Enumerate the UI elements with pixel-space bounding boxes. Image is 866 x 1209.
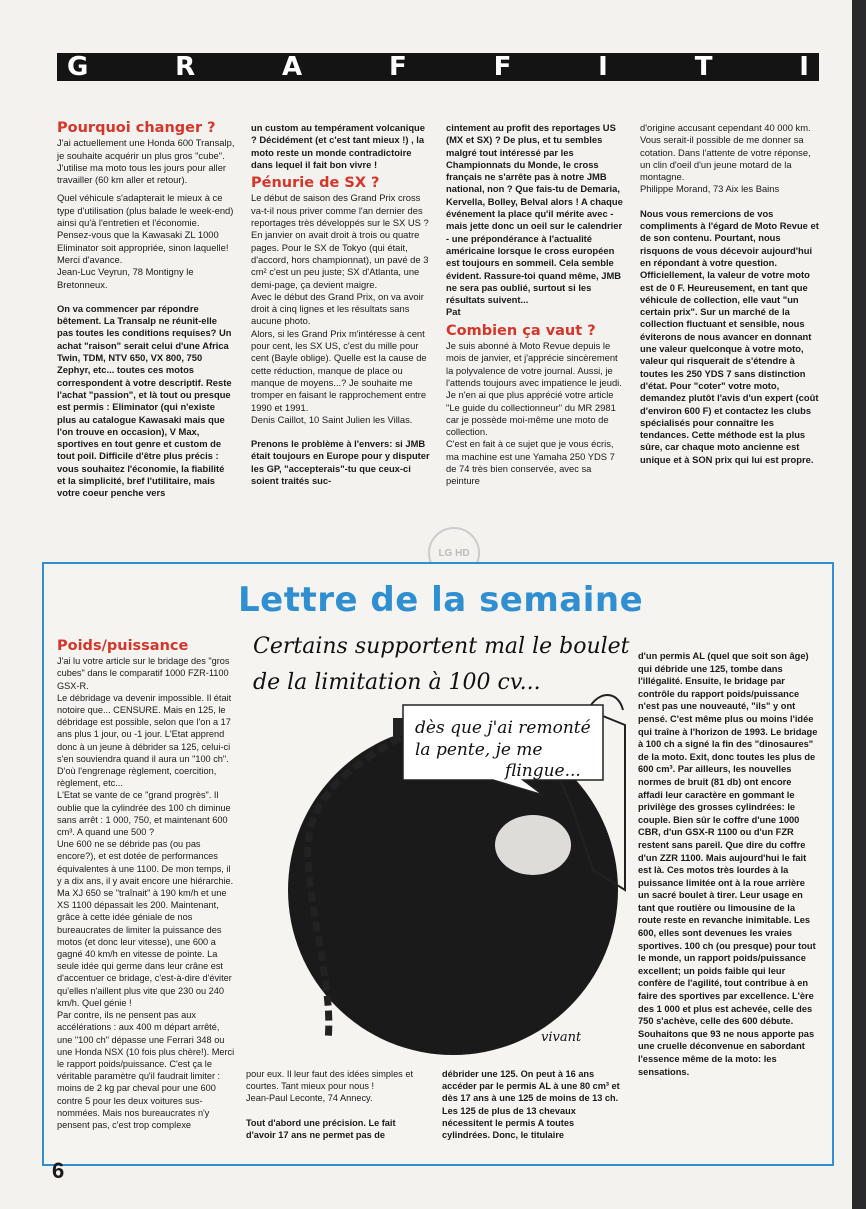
speech-text: dès que j'ai remonté [415, 718, 591, 738]
section-header [57, 53, 819, 81]
editor-answer: d'un permis AL (quel que soit son âge) qui débride une 125, tombe dans l'illégalité. Ensuite, le bridage par contrôle du rapport poids/puissance n'est pas une nouveauté, "ils" y ont pensé. C'est même plus ou moins l'idée qui traîne à l'horizon de 1993. Le bridage à 100 ch a signé la fin des "dinosaures" de la moto. Exit, donc toutes les plus de 600 cm³. Par ailleurs, les nouvelles normes de bruit (81 db) ont encore affadi leur caractère en gommant le privilège des grosses cylindrées: le couple. Bien sûr le coffre d'une 1000 CBR, d'un GSX-R 1100 ou d'un FZR restent sans pareil. Que dire du coffre d'un ZZR 1100. Mais aujourd'hui le fait est là. Ces motos très lourdes à la puissance limitée ont à la roue arrière un sacré boulet à tirer. Leur usage en tant que routière ou limousine de la route reste en revanche inimitable. Les 600, elles sont devenues les vraies sportives. 100 ch (ou presque) pour tout le monde, un rapport poids/puissance excellent; un poids faible qui leur confère de l'agilité, tout contribue à en faire des sportives par excellence. L'ère des 1 000 et plus est achevée, celle des 750 s'achève, celle des 600 débute. Souhaitons que 93 ne nous apporte pas une cruelle déconvenue en sabordant l'essence même de la moto: les sensations. [638, 651, 818, 1077]
watermark-logo: LG HD [428, 527, 480, 579]
editor-answer: Nous vous remercions de vos compliments à l'égard de Moto Revue et de son contenu. Pourtant, nous risquons de vous décevoir aujourd'hui en répondant à votre question. Officiellement, la valeur de votre moto est de 0 F. Heureusement, en tant que véhicule de collection, elle vaut "un certain prix". Sur un marché de la collection fluctuant et sensible, nous éviterons de nous avancer en donnant une valeur quelconque à votre moto, valeur qui risquerait de s'étendre à toutes les 250 YDS 7 sans distinction d'état. Pour "coter" votre moto, demandez plutôt l'avis d'un expert (coût d'environ 600 F) et contactez les clubs spécialisés pour connaître les tendances. Cette méthode est la plus sûre, car chaque moto ancienne est unique et à SON prix qui lui est propre. [640, 207, 819, 465]
cartoon-caption: Certains supportent mal le boulet [253, 634, 630, 659]
reader-signature: Jean-Paul Leconte, 74 Annecy. [246, 1093, 373, 1104]
page-edge-shadow [852, 0, 866, 1209]
speech-text: flingue... [505, 761, 581, 781]
letter-left-column [57, 636, 237, 1131]
speech-text: la pente, je me [415, 740, 543, 760]
editor-answer: cintement au profit des reportages US (MX et SX) ? De plus, et tu sembles malgré tout intéressé par les Championnats du Monde, le cross français ne s'arrête pas à notre JMB national, non ? Que fais-tu de Demaria, Kervella, Bolley, Belval alors ! A chaque événement la place qu'il mérite avec - mais jette donc un oeil sur le calendrier - une prépondérance à l'actualité américaine lorsque le cross européen est toujours en sommeil. Cela semble évident. Rassure-toi quand même, JMB ne sera pas oublié, surtout si les résultats suivent... [446, 122, 623, 306]
letter-right-column [638, 650, 818, 1084]
reader-letter: Le débridage va devenir impossible. Il était notoire que... CENSURE. Mais en 125, le débridage est possible, selon que l'on a 17 ans plus 1 jour, ou -1 jour. L'Etat apprend donc à un jeune à débrider sa 125, celui-ci s'en souviendra quand il aura un "100 ch". D'où l'engrenage règlement, coercition, règlement, etc... [57, 692, 232, 789]
reader-letter: C'est en fait à ce sujet que je vous écris, ma machine est une Yamaha 250 YDS 7 de 74 très bien conservée, avec sa peinture [446, 438, 615, 487]
article-heading: Poids/puissance [57, 638, 189, 654]
editor-answer: débrider une 125. On peut à 16 ans accéder par le permis AL à une 80 cm³ et dès 17 ans à une 125 de moins de 13 ch. Les 125 de plus de 13 chevaux nécessitent le permis A toutes cylindrées. Donc, le titulaire [442, 1069, 620, 1141]
reader-signature: Philippe Morand, 73 Aix les Bains [640, 183, 780, 195]
reader-letter: Par contre, ils ne pensent pas aux accélérations : aux 400 m départ arrêté, une "100 ch" dépasse une Ferrari 348 ou une Honda NSX (10 fois plus chère!). Merci le rapport poids/puissance. C'est ça le véritable paramètre qu'il faudrait limiter : moins de 2 kg par cheval pour une 600 contre 5 pour les deux voitures sus-nommées. Mais nos bureaucrates n'y pensent pas, c'est trop complexe [57, 1010, 235, 1130]
reader-signature: Denis Caillot, 10 Saint Julien les Villas. [251, 413, 413, 425]
reader-letter: Avec le début des Grand Prix, on va avoir droit à cinq lignes et les résultats sans aucune photo. [251, 290, 424, 327]
header-letter: F [493, 52, 512, 82]
editor-answer: Tout d'abord une précision. Le fait d'avoir 17 ans ne permet pas de [246, 1117, 396, 1140]
article-heading: Pénurie de SX ? [251, 175, 380, 192]
header-letter: I [598, 52, 608, 82]
letter-of-week-title: Lettre de la semaine [238, 580, 644, 620]
header-letter: G [67, 52, 89, 82]
cartoon-caption: de la limitation à 100 cv... [253, 670, 541, 695]
header-letter: R [175, 52, 196, 82]
reader-letter: Alors, si les Grand Prix m'intéresse à cent pour cent, les SX US, c'est du mille pour cent (Bayle oblige). Quelle est la cause de cette réduction, manque de place ou manque de moyens...? Je souhaite me tromper en faisant le rapprochement entre 1990 et 1991. [251, 327, 427, 413]
reader-letter: Je suis abonné à Moto Revue depuis le mois de janvier, et j'apprécie sincèrement la polyvalence de votre journal. Aussi, je l'attends toujours avec impatience le jeudi. [446, 340, 622, 388]
reader-letter: pour eux. Il leur faut des idées simples et courtes. Tant mieux pour nous ! [246, 1069, 413, 1092]
reader-signature: Jean-Luc Veyrun, 78 Montigny le Bretonneux. [57, 266, 194, 290]
reader-letter: J'ai actuellement une Honda 600 Transalp, je souhaite acquérir un plus gros "cube". J'utilise ma moto tous les jours pour aller travailler (60 km aller et retour). [57, 137, 235, 186]
header-letter: F [388, 52, 407, 82]
cartoon-illustration [243, 630, 631, 1058]
article-heading: Combien ça vaut ? [446, 322, 596, 339]
reader-letter: Quel véhicule s'adapterait le mieux à ce type d'utilisation (plus balade le week-end) ainsi qu'à l'entretien et l'économie. Pensez-vous que la Kawasaki ZL 1000 Eliminator soit appropriée, sinon laquelle! Merci d'avance. [57, 192, 234, 265]
header-letter: A [282, 52, 303, 82]
reader-letter: Le début de saison des Grand Prix cross va-t-il nous priver comme l'an dernier des reportages très développés sur le SX US ? En janvier on avait droit à trois ou quatre pages. Pour le SX de Tokyo (qui était, d'accord, hors championnat), un pavé de 3 cm² c'est un peu juste; SX d'Atlanta, une demi-page, ça devient maigre. [251, 192, 429, 290]
column-2 [251, 122, 433, 493]
reader-letter: Je n'en ai que plus apprécié votre article "Le guide du collectionneur" du MR 2981 car je possède moi-même une moto de collection. [446, 389, 616, 438]
reader-letter: L'Etat se vante de ce "grand progrès". Il oublie que la cylindrée des 100 ch diminue sans arrêt : 1 000, 750, et maintenant 600 cm³. A quand une 500 ? [57, 790, 231, 838]
letter-middle-column [246, 1068, 422, 1147]
letter-middle2-column [442, 1068, 620, 1147]
reader-letter: d'origine accusant cependant 40 000 km. Vous serait-il possible de me donner sa cotation. Dans l'attente de votre réponse, un clin d'oeil d'un jeune motard de la montagne. [640, 122, 811, 183]
reader-letter: Une 600 ne se débride pas (ou pas encore?), et est dotée de performances équivalentes à une 1100. De mon temps, il y a dix ans, il y avait encore une hiérarchie. Ma XJ 650 se "traînait" à 190 km/h et une XS 1100 dépassait les 200. Maintenant, grâce à cette idée géniale de nos bureaucrates de limiter la puissance des motos (et donc leur vitesse), une 600 a gagné 40 km/h en vitesse de pointe. La seule idée qui germe dans leur crâne est d'accentuer ce bridage, c'est-à-dire d'éviter qu'elles n'aillent plus vite que 230 ou 240 km/h. Quel génie ! [57, 839, 234, 1008]
header-letter: T [694, 52, 713, 82]
editor-answer: On va commencer par répondre bêtement. La Transalp ne réunit-elle pas toutes les conditions requises? Un achat "raison" serait celui d'une Africa Twin, TDM, NTV 650, VX 800, 750 Zephyr, etc... toutes ces motos correspondent à votre descriptif. Reste l'achat "passion", et là tout ou presque est permis : Eliminator (qui n'existe plus au catalogue Kawasaki mais que l'on trouve en occasion), V Max, sportives en tout genre et custom de tout poil. Difficile d'être plus précis : vous souhaitez l'économie, la fiabilité et la simplicité, bref l'utilitaire, mais votre coeur penche vers [57, 302, 232, 499]
article-heading: Pourquoi changer ? [57, 120, 216, 136]
ball-highlight [495, 815, 571, 875]
page-number: 6 [52, 1158, 65, 1183]
header-letter: I [799, 52, 809, 82]
column-4 [640, 122, 820, 472]
reader-letter: J'ai lu votre article sur le bridage des "gros cubes" dans le comparatif 1000 FZR-1100 GSX-R. [57, 656, 230, 691]
editor-answer: un custom au tempérament volcanique ? Décidément (et c'est tant mieux !) , la moto reste un monde contradictoire dans lequel il fait bon vivre ! [251, 122, 425, 170]
column-3 [446, 122, 626, 494]
column-1 [57, 118, 235, 506]
editor-answer: Prenons le problème à l'envers: si JMB était toujours en Europe pour y disputer les GP, "accepterais"-tu que ceux-ci soient traités suc- [251, 438, 430, 487]
artist-signature: vivant [541, 1030, 582, 1045]
editor-signature: Pat [446, 306, 461, 318]
